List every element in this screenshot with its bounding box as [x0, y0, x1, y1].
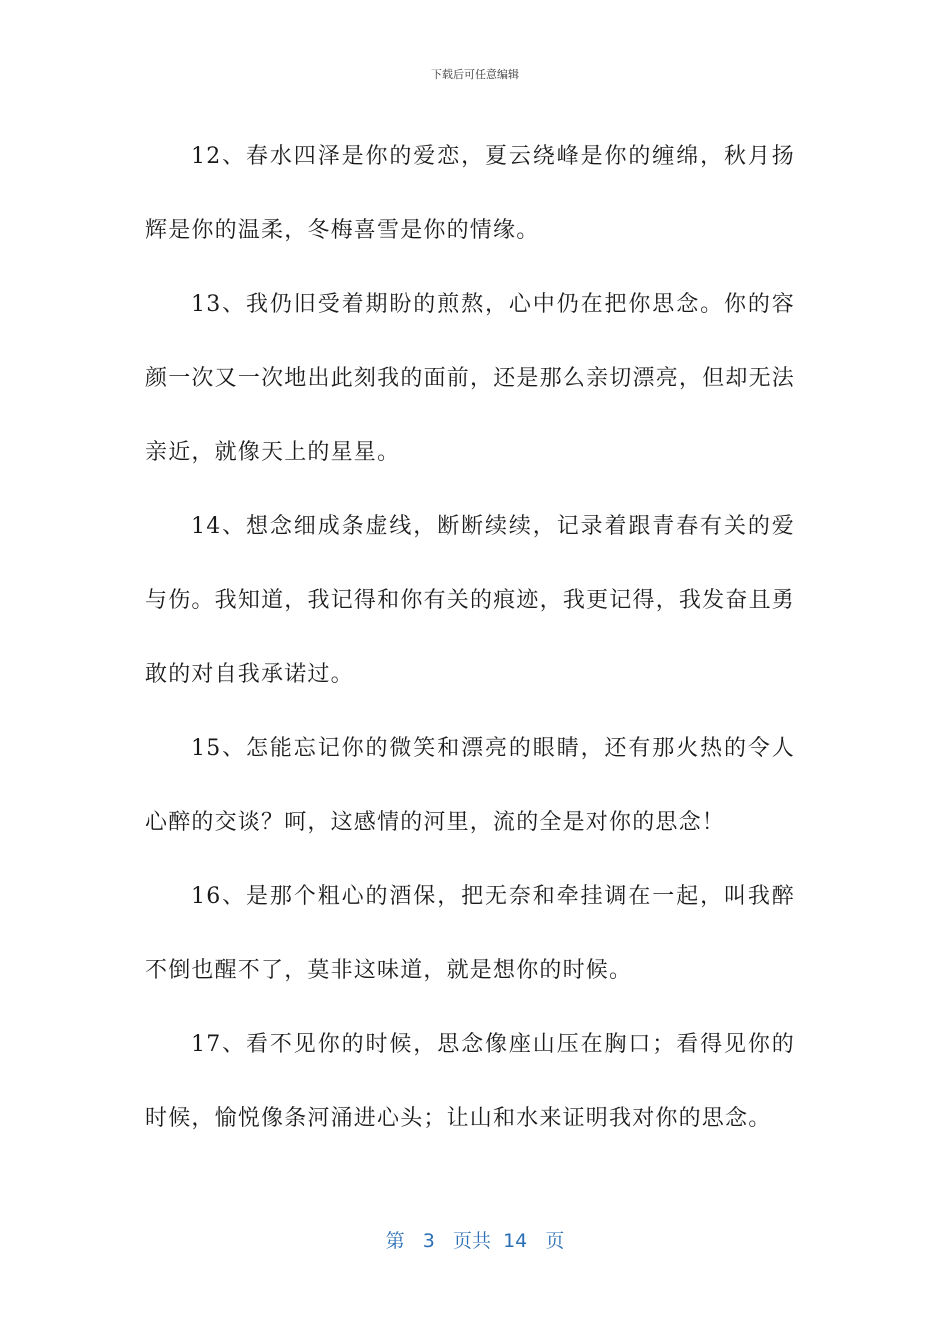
paragraph-14: 14、想念细成条虚线，断断续续，记录着跟青春有关的爱与伤。我知道，我记得和你有关的痕迹，我更记得，我发奋且勇敢的对自我承诺过。 [145, 514, 795, 687]
footer-suffix: 页 [545, 1230, 565, 1252]
current-page-number: 3 [422, 1230, 435, 1252]
paragraph-12: 12、春水四泽是你的爱恋，夏云绕峰是你的缠绵，秋月扬辉是你的温柔，冬梅喜雪是你的情缘。 [145, 144, 795, 243]
page-header: 下载后可任意编辑 [431, 68, 519, 81]
total-pages-number: 14 [503, 1230, 528, 1252]
paragraph-13: 13、我仍旧受着期盼的煎熬，心中仍在把你思念。你的容颜一次又一次地出此刻我的面前，还是那么亲切漂亮，但却无法亲近，就像天上的星星。 [145, 292, 795, 465]
paragraph-16: 16、是那个粗心的酒保，把无奈和牵挂调在一起，叫我醉不倒也醒不了，莫非这味道，就是想你的时候。 [145, 884, 795, 983]
paragraph-17: 17、看不见你的时候，思念像座山压在胸口；看得见你的时候，愉悦像条河涌进心头；让山和水来证明我对你的思念。 [145, 1032, 795, 1131]
document-body [145, 120, 795, 1156]
footer-prefix: 第 [385, 1230, 405, 1252]
page-footer [0, 1226, 950, 1253]
footer-middle: 页共 [452, 1230, 491, 1252]
paragraph-15: 15、怎能忘记你的微笑和漂亮的眼睛，还有那火热的令人心醉的交谈？呵，这感情的河里，流的全是对你的思念！ [145, 736, 795, 835]
